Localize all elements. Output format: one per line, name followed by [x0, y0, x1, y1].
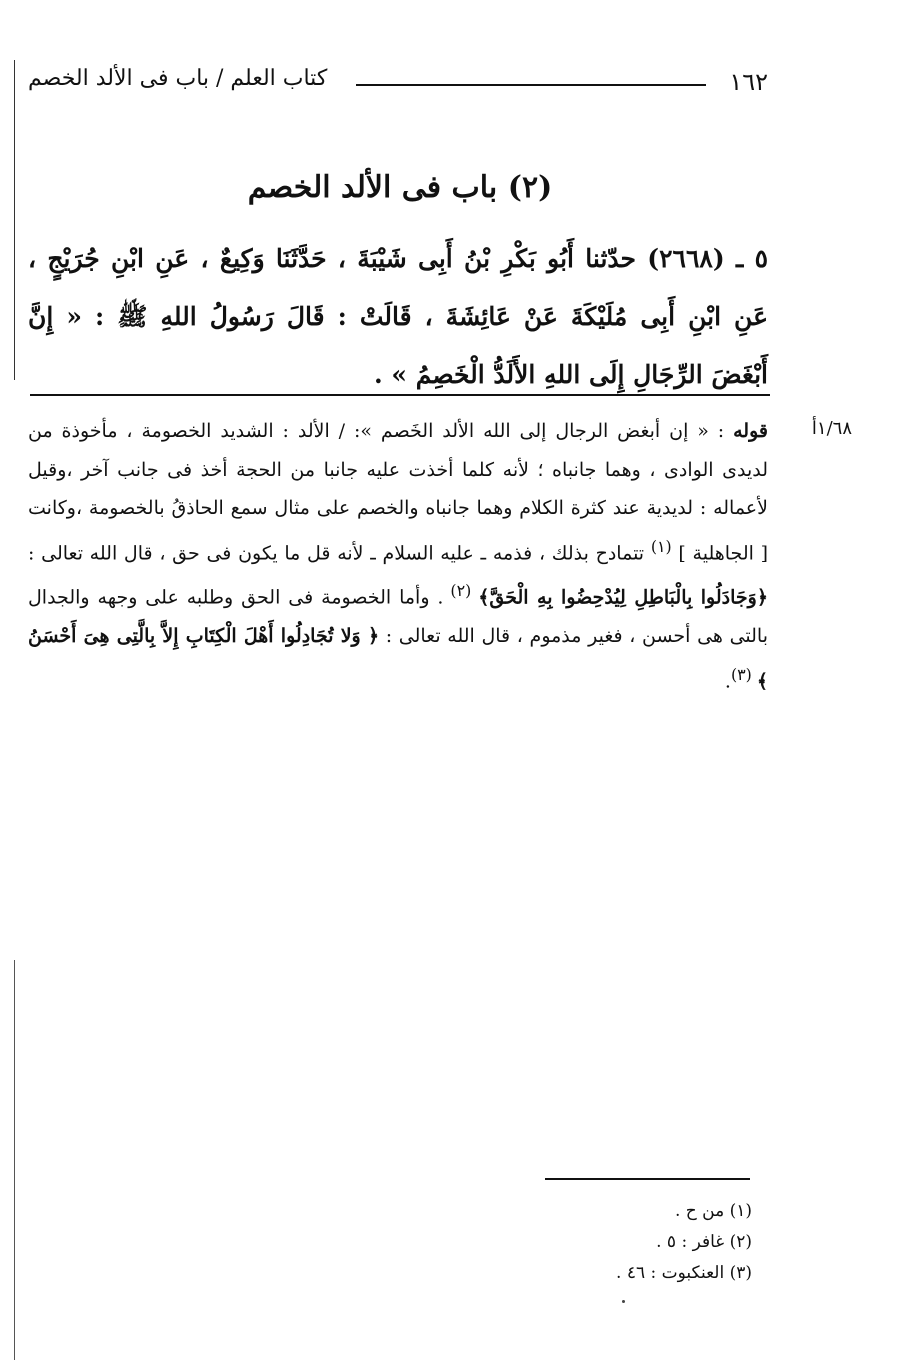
quran-verse: ﴿ وَلا تُجَادِلُوا أَهْلَ الْكِتَابِ إِلاَّ بِالَّتِى هِىَ أَحْسَنُ ﴾	[28, 625, 768, 692]
commentary-text	[28, 412, 768, 700]
running-title: كتاب العلم / باب فى الألد الخصم	[28, 66, 328, 91]
manuscript-folio-ref: ١/٦٨أ	[811, 418, 852, 439]
footnote-ref: (٢)	[443, 581, 479, 601]
footnote-ref: (١)	[650, 536, 672, 556]
scan-edge-line	[14, 60, 15, 380]
footnote-ref: (٣)	[730, 664, 757, 684]
commentary-part: تتمادح بذلك ، فذمه ـ عليه السلام ـ لأنه قل ما يكون فى حق ، قال الله تعالى :	[28, 541, 651, 564]
footnote-item: (٣) العنكبوت : ٤٦ .	[616, 1263, 752, 1283]
page-number: ١٦٢	[729, 68, 768, 96]
footnote-rule	[545, 1178, 750, 1180]
hadith-text: ٥ ـ (٢٦٦٨) حدّثنا أَبُو بَكْرِ بْنُ أَبِى شَيْبَةَ ، حَدَّثَنَا وَكِيعٌ ، عَنِ ابْنِ جُرَيْجٍ ، عَنِ ابْنِ أَبِى مُلَيْكَةَ عَنْ عَائِشَةَ ، قَالَتْ : قَالَ رَسُولُ اللهِ ﷺ : « إِنَّ أَبْغَضَ الرِّجَالِ إِلَى اللهِ الأَلَدُّ الْخَصِمُ » .	[28, 244, 769, 389]
footnotes	[480, 1196, 752, 1289]
footnote-item: (٢) غافر : ٥ .	[656, 1232, 752, 1252]
scan-speck	[622, 1300, 625, 1303]
section-separator	[30, 394, 770, 396]
chapter-title: (٢) باب فى الألد الخصم	[247, 170, 553, 205]
page-header	[28, 62, 768, 102]
footnote-item: (١) من ح .	[674, 1201, 752, 1221]
commentary-lead: قوله	[733, 420, 768, 442]
quran-verse: ﴿وَجَادَلُوا بِالْبَاطِلِ لِيُدْحِضُوا بِهِ الْحَقَّ﴾	[478, 586, 768, 609]
commentary-end: .	[724, 669, 731, 692]
scan-edge-line	[14, 960, 15, 1360]
header-rule	[356, 84, 706, 86]
commentary-part: : « إن أبغض الرجال إلى الله الألد الخَصم »: / الألد : الشديد الخصومة ، مأخوذة من لديدى الوادى ، وهما جانباه ؛ لأنه كلما أخذت عليه جانبا من الحجة أخذ فى جانب آخر ،وقيل لأعماله : لديدية عند كثرة الكلام وهما جانباه والخصم على مثال سمع الحاذقُ بالخصومة ،وكانت [ الجاهلية ]	[28, 420, 769, 564]
commentary-part: . وأما الخصومة فى الحق وطلبه على وجهه والجدال بالتى هى أحسن ، فغير مذموم ، قال الله تعالى :	[28, 586, 769, 648]
